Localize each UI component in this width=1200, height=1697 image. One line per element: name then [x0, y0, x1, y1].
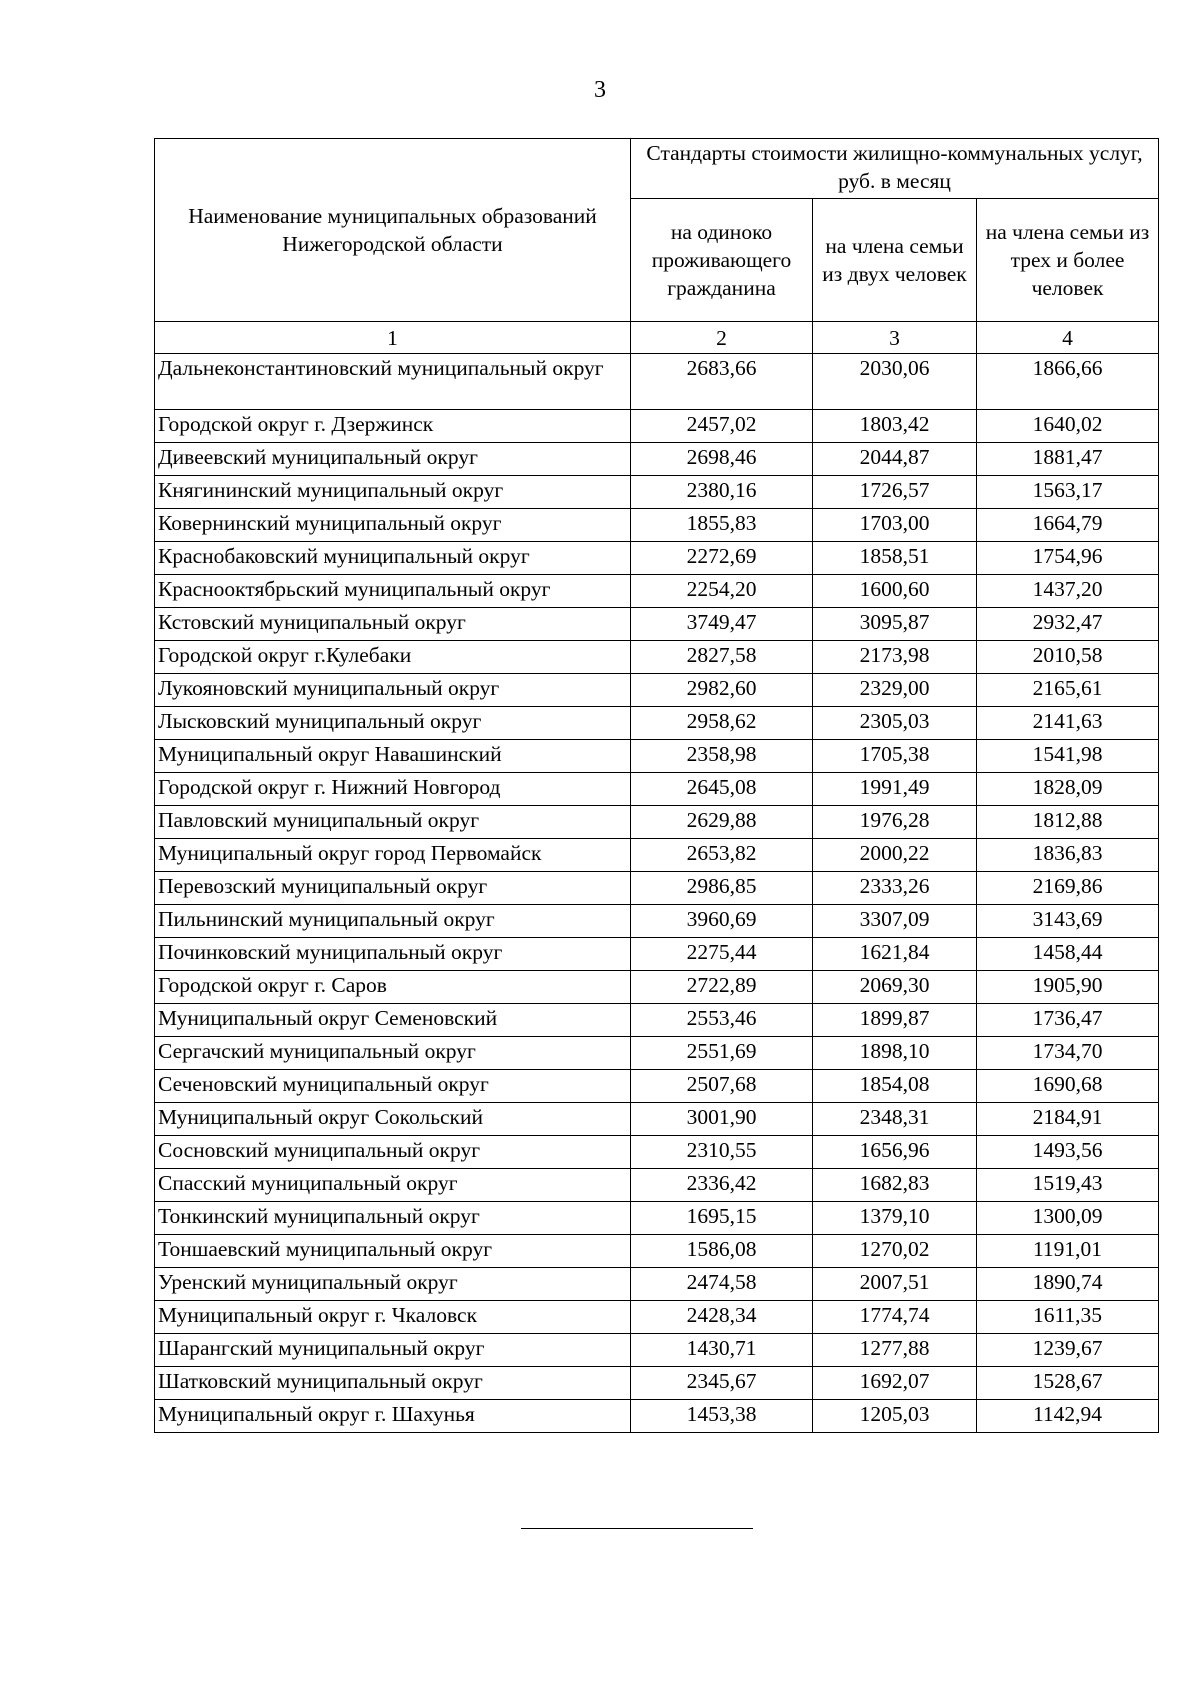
three-plus-cost-cell: 1437,20: [977, 575, 1159, 608]
three-plus-cost-cell: 2184,91: [977, 1103, 1159, 1136]
two-person-cost-cell: 2044,87: [813, 443, 977, 476]
single-resident-cost-cell: 2827,58: [631, 641, 813, 674]
three-plus-cost-cell: 3143,69: [977, 905, 1159, 938]
single-resident-cost-cell: 3960,69: [631, 905, 813, 938]
three-plus-cost-cell: 1191,01: [977, 1235, 1159, 1268]
municipality-name-cell: Городской округ г. Саров: [155, 971, 631, 1004]
table-row: [155, 773, 1159, 806]
municipality-column-header: Наименование муниципальных образований Нижегородской области: [155, 139, 631, 322]
three-plus-cost-cell: 1664,79: [977, 509, 1159, 542]
two-person-cost-cell: 2030,06: [813, 354, 977, 410]
table-row: [155, 740, 1159, 773]
single-resident-cost-cell: 2507,68: [631, 1070, 813, 1103]
table-row: [155, 641, 1159, 674]
municipality-name-cell: Сосновский муниципальный округ: [155, 1136, 631, 1169]
single-resident-cost-cell: 1695,15: [631, 1202, 813, 1235]
three-plus-cost-cell: 1754,96: [977, 542, 1159, 575]
three-plus-cost-cell: 1519,43: [977, 1169, 1159, 1202]
two-person-cost-cell: 1205,03: [813, 1400, 977, 1433]
table-row: [155, 1334, 1159, 1367]
table-row: [155, 354, 1159, 410]
municipality-name-cell: Спасский муниципальный округ: [155, 1169, 631, 1202]
municipality-name-cell: Сергачский муниципальный округ: [155, 1037, 631, 1070]
three-plus-cost-cell: 1734,70: [977, 1037, 1159, 1070]
municipality-name-cell: Городской округ г.Кулебаки: [155, 641, 631, 674]
table-row: [155, 905, 1159, 938]
single-resident-cost-cell: 2474,58: [631, 1268, 813, 1301]
table-row: [155, 1103, 1159, 1136]
three-plus-cost-cell: 1563,17: [977, 476, 1159, 509]
municipality-name-cell: Муниципальный округ г. Чкаловск: [155, 1301, 631, 1334]
municipality-name-cell: Павловский муниципальный округ: [155, 806, 631, 839]
three-plus-cost-cell: 1690,68: [977, 1070, 1159, 1103]
three-plus-cost-cell: 1736,47: [977, 1004, 1159, 1037]
municipality-name-cell: Сеченовский муниципальный округ: [155, 1070, 631, 1103]
two-person-cost-cell: 2305,03: [813, 707, 977, 740]
municipality-name-cell: Тонкинский муниципальный округ: [155, 1202, 631, 1235]
municipality-name-cell: Городской округ г. Дзержинск: [155, 410, 631, 443]
three-plus-family-column-header: на члена семьи из трех и более человек: [977, 198, 1159, 321]
single-resident-cost-cell: 1430,71: [631, 1334, 813, 1367]
single-resident-cost-cell: 2629,88: [631, 806, 813, 839]
page-number: 3: [594, 77, 606, 103]
two-person-cost-cell: 1682,83: [813, 1169, 977, 1202]
three-plus-cost-cell: 1828,09: [977, 773, 1159, 806]
table-row: [155, 410, 1159, 443]
table-row: [155, 542, 1159, 575]
column-number: 2: [631, 322, 813, 354]
two-person-cost-cell: 1270,02: [813, 1235, 977, 1268]
table-row: [155, 806, 1159, 839]
two-person-cost-cell: 2173,98: [813, 641, 977, 674]
three-plus-cost-cell: 2141,63: [977, 707, 1159, 740]
municipality-name-cell: Муниципальный округ Семеновский: [155, 1004, 631, 1037]
three-plus-cost-cell: 1300,09: [977, 1202, 1159, 1235]
municipality-name-cell: Пильнинский муниципальный округ: [155, 905, 631, 938]
single-resident-cost-cell: 3749,47: [631, 608, 813, 641]
single-resident-cost-cell: 2310,55: [631, 1136, 813, 1169]
three-plus-cost-cell: 1640,02: [977, 410, 1159, 443]
three-plus-cost-cell: 1142,94: [977, 1400, 1159, 1433]
housing-cost-table: [154, 138, 1159, 1433]
two-person-cost-cell: 2007,51: [813, 1268, 977, 1301]
three-plus-cost-cell: 1458,44: [977, 938, 1159, 971]
municipality-name-cell: Муниципальный округ г. Шахунья: [155, 1400, 631, 1433]
three-plus-cost-cell: 1493,56: [977, 1136, 1159, 1169]
municipality-name-cell: Перевозский муниципальный округ: [155, 872, 631, 905]
two-person-cost-cell: 1803,42: [813, 410, 977, 443]
table-row: [155, 509, 1159, 542]
municipality-name-cell: Дальнеконстантиновский муниципальный округ: [155, 354, 631, 410]
municipality-name-cell: Тоншаевский муниципальный округ: [155, 1235, 631, 1268]
municipality-name-cell: Городской округ г. Нижний Новгород: [155, 773, 631, 806]
single-resident-cost-cell: 2254,20: [631, 575, 813, 608]
table-row: [155, 1268, 1159, 1301]
single-resident-cost-cell: 2698,46: [631, 443, 813, 476]
table-row: [155, 1367, 1159, 1400]
single-resident-cost-cell: 2722,89: [631, 971, 813, 1004]
two-person-cost-cell: 1621,84: [813, 938, 977, 971]
table-row: [155, 575, 1159, 608]
table-row: [155, 1400, 1159, 1433]
single-resident-cost-cell: 2982,60: [631, 674, 813, 707]
two-person-cost-cell: 2348,31: [813, 1103, 977, 1136]
column-number: 1: [155, 322, 631, 354]
municipality-name-cell: Ковернинский муниципальный округ: [155, 509, 631, 542]
table-row: [155, 707, 1159, 740]
municipality-name-cell: Уренский муниципальный округ: [155, 1268, 631, 1301]
table-row: [155, 1301, 1159, 1334]
two-person-cost-cell: 1976,28: [813, 806, 977, 839]
municipality-name-cell: Муниципальный округ город Первомайск: [155, 839, 631, 872]
three-plus-cost-cell: 1239,67: [977, 1334, 1159, 1367]
municipality-name-cell: Муниципальный округ Навашинский: [155, 740, 631, 773]
single-resident-cost-cell: 1586,08: [631, 1235, 813, 1268]
two-person-cost-cell: 1854,08: [813, 1070, 977, 1103]
two-person-cost-cell: 3307,09: [813, 905, 977, 938]
two-person-cost-cell: 1858,51: [813, 542, 977, 575]
municipality-name-cell: Шарангский муниципальный округ: [155, 1334, 631, 1367]
two-person-cost-cell: 1726,57: [813, 476, 977, 509]
two-person-cost-cell: 1899,87: [813, 1004, 977, 1037]
two-person-cost-cell: 1705,38: [813, 740, 977, 773]
three-plus-cost-cell: 1541,98: [977, 740, 1159, 773]
municipality-name-cell: Дивеевский муниципальный округ: [155, 443, 631, 476]
two-person-family-column-header: на члена семьи из двух человек: [813, 198, 977, 321]
three-plus-cost-cell: 1905,90: [977, 971, 1159, 1004]
municipality-name-cell: Кстовский муниципальный округ: [155, 608, 631, 641]
three-plus-cost-cell: 2169,86: [977, 872, 1159, 905]
table-row: [155, 1037, 1159, 1070]
single-resident-cost-cell: 2645,08: [631, 773, 813, 806]
table-row: [155, 476, 1159, 509]
table-row: [155, 1004, 1159, 1037]
two-person-cost-cell: 1774,74: [813, 1301, 977, 1334]
single-resident-cost-cell: 2551,69: [631, 1037, 813, 1070]
single-resident-cost-cell: 3001,90: [631, 1103, 813, 1136]
single-resident-cost-cell: 2272,69: [631, 542, 813, 575]
single-resident-cost-cell: 2428,34: [631, 1301, 813, 1334]
three-plus-cost-cell: 1812,88: [977, 806, 1159, 839]
three-plus-cost-cell: 2165,61: [977, 674, 1159, 707]
table-row: [155, 608, 1159, 641]
single-resident-cost-cell: 2553,46: [631, 1004, 813, 1037]
three-plus-cost-cell: 1836,83: [977, 839, 1159, 872]
table-row: [155, 1169, 1159, 1202]
two-person-cost-cell: 2329,00: [813, 674, 977, 707]
table-row: [155, 938, 1159, 971]
three-plus-cost-cell: 2010,58: [977, 641, 1159, 674]
end-rule: [521, 1528, 753, 1529]
table-row: [155, 839, 1159, 872]
three-plus-cost-cell: 1881,47: [977, 443, 1159, 476]
single-resident-cost-cell: 1855,83: [631, 509, 813, 542]
single-resident-cost-cell: 2345,67: [631, 1367, 813, 1400]
table-row: [155, 1070, 1159, 1103]
three-plus-cost-cell: 1528,67: [977, 1367, 1159, 1400]
two-person-cost-cell: 1692,07: [813, 1367, 977, 1400]
column-number: 4: [977, 322, 1159, 354]
single-resident-cost-cell: 1453,38: [631, 1400, 813, 1433]
municipality-name-cell: Починковский муниципальный округ: [155, 938, 631, 971]
two-person-cost-cell: 1277,88: [813, 1334, 977, 1367]
table-row: [155, 971, 1159, 1004]
single-resident-cost-cell: 2358,98: [631, 740, 813, 773]
municipality-name-cell: Краснооктябрьский муниципальный округ: [155, 575, 631, 608]
single-resident-cost-cell: 2986,85: [631, 872, 813, 905]
single-resident-cost-cell: 2336,42: [631, 1169, 813, 1202]
two-person-cost-cell: 1898,10: [813, 1037, 977, 1070]
two-person-cost-cell: 2333,26: [813, 872, 977, 905]
single-resident-cost-cell: 2380,16: [631, 476, 813, 509]
table-row: [155, 1202, 1159, 1235]
single-resident-cost-cell: 2958,62: [631, 707, 813, 740]
single-resident-cost-cell: 2457,02: [631, 410, 813, 443]
table-body: [155, 354, 1159, 1433]
two-person-cost-cell: 1703,00: [813, 509, 977, 542]
three-plus-cost-cell: 1611,35: [977, 1301, 1159, 1334]
table-row: [155, 1136, 1159, 1169]
three-plus-cost-cell: 2932,47: [977, 608, 1159, 641]
single-resident-cost-cell: 2275,44: [631, 938, 813, 971]
municipality-name-cell: Шатковский муниципальный округ: [155, 1367, 631, 1400]
table-row: [155, 1235, 1159, 1268]
two-person-cost-cell: 1379,10: [813, 1202, 977, 1235]
municipality-name-cell: Лысковский муниципальный округ: [155, 707, 631, 740]
municipality-name-cell: Краснобаковский муниципальный округ: [155, 542, 631, 575]
single-resident-cost-cell: 2683,66: [631, 354, 813, 410]
three-plus-cost-cell: 1866,66: [977, 354, 1159, 410]
column-number: 3: [813, 322, 977, 354]
table-row: [155, 872, 1159, 905]
table-row: [155, 674, 1159, 707]
municipality-name-cell: Лукояновский муниципальный округ: [155, 674, 631, 707]
table-row: [155, 443, 1159, 476]
two-person-cost-cell: 1656,96: [813, 1136, 977, 1169]
two-person-cost-cell: 3095,87: [813, 608, 977, 641]
two-person-cost-cell: 2000,22: [813, 839, 977, 872]
municipality-name-cell: Муниципальный округ Сокольский: [155, 1103, 631, 1136]
two-person-cost-cell: 1600,60: [813, 575, 977, 608]
single-resident-cost-cell: 2653,82: [631, 839, 813, 872]
column-number-row: [155, 322, 1159, 354]
municipality-name-cell: Княгининский муниципальный округ: [155, 476, 631, 509]
two-person-cost-cell: 2069,30: [813, 971, 977, 1004]
table-header: [155, 139, 1159, 354]
cost-standards-group-header: Стандарты стоимости жилищно-коммунальных услуг, руб. в месяц: [631, 139, 1159, 199]
two-person-cost-cell: 1991,49: [813, 773, 977, 806]
three-plus-cost-cell: 1890,74: [977, 1268, 1159, 1301]
single-resident-column-header: на одиноко проживающего гражданина: [631, 198, 813, 321]
